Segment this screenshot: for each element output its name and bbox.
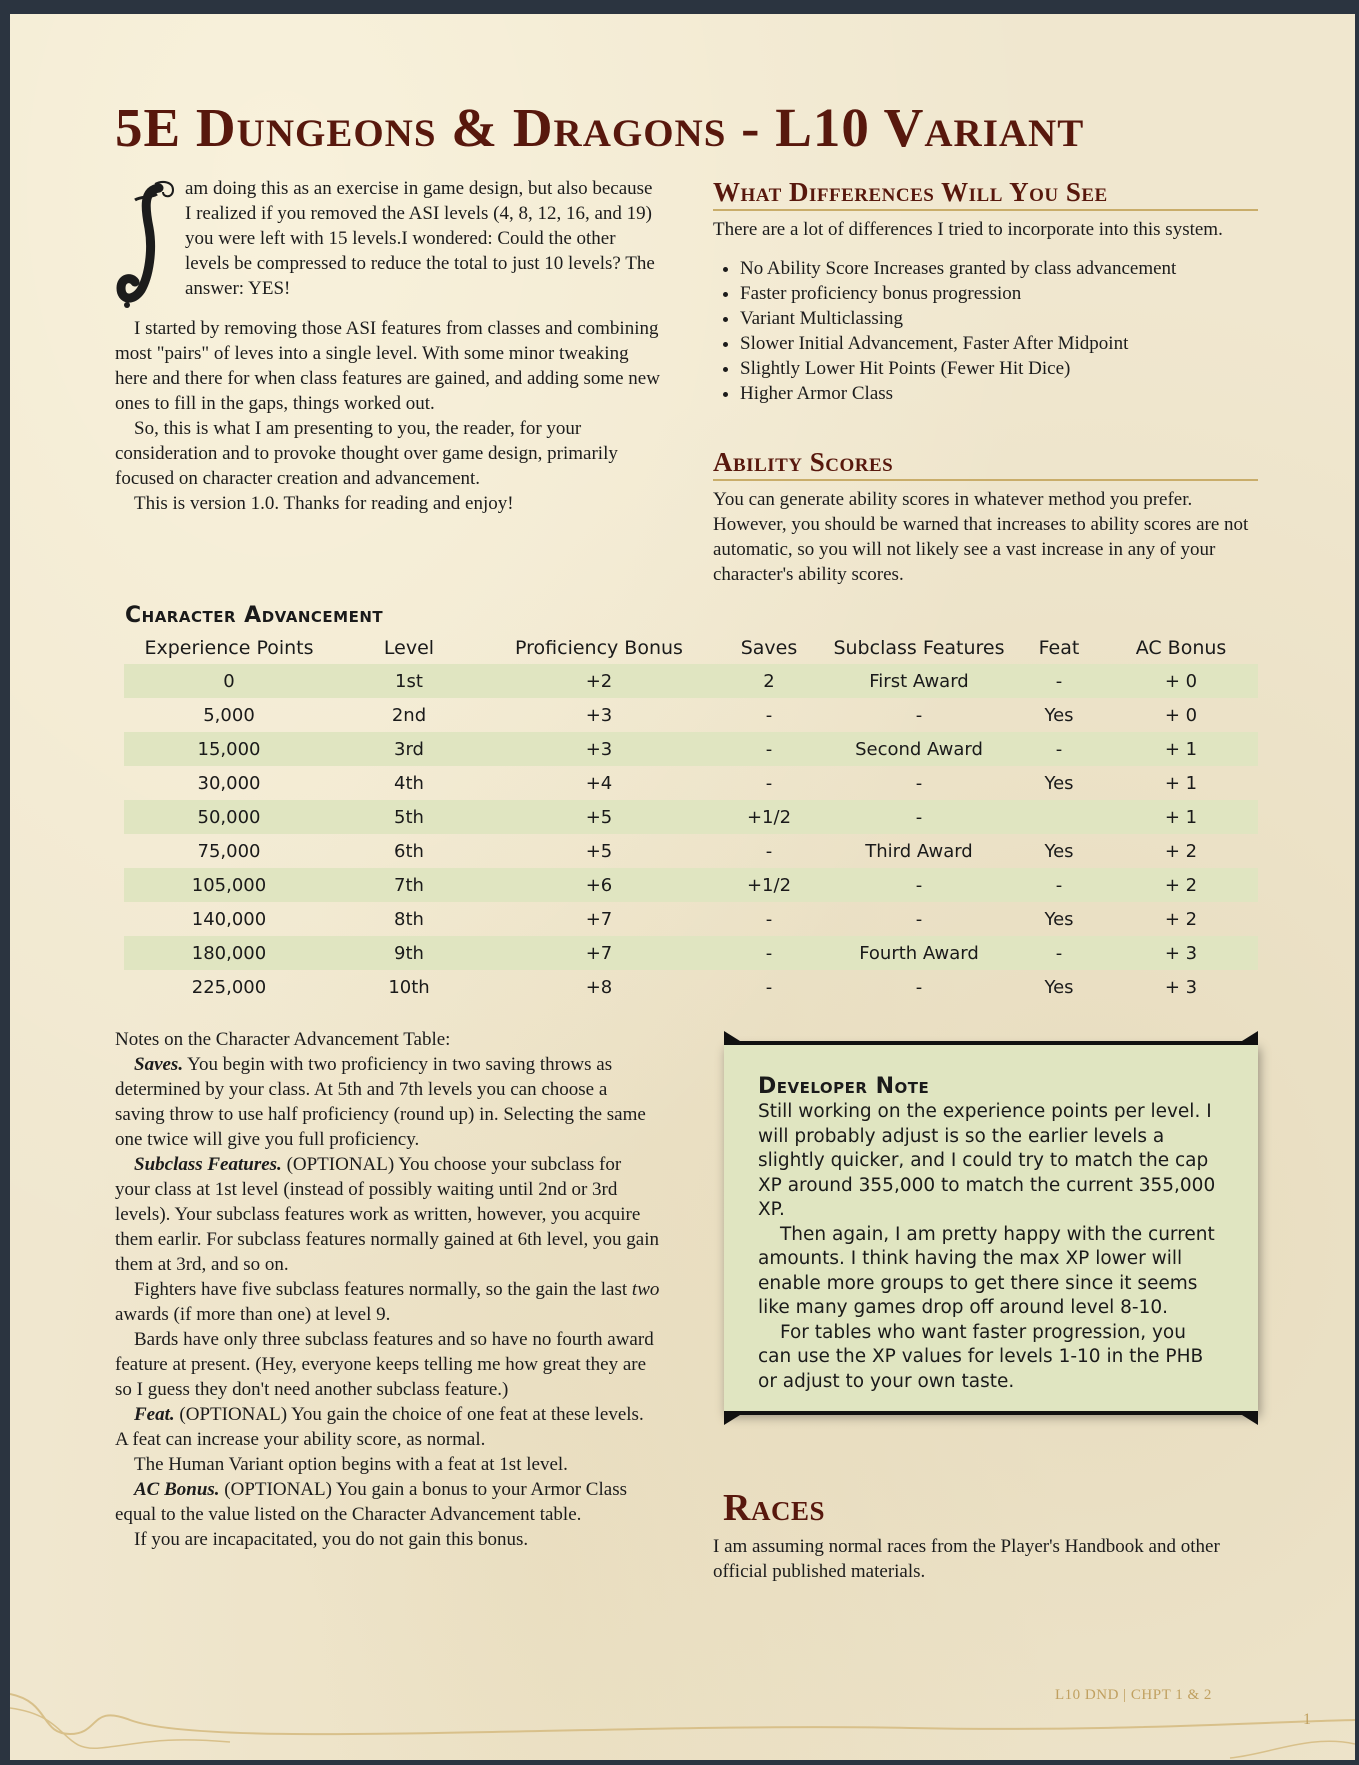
page-title: 5E Dungeons & Dragons - L10 Variant: [115, 97, 1085, 158]
table-cell: 225,000: [191, 976, 267, 998]
notes-feat: [115, 1402, 660, 1452]
table-row: [124, 834, 1258, 868]
note-box-top-bar: [724, 1041, 1258, 1045]
races-heading: Races: [723, 1487, 825, 1529]
feat-label: Feat.: [134, 1404, 175, 1425]
table-cell: +6: [585, 874, 613, 896]
table-cell: + 0: [1164, 670, 1198, 692]
table-cell: -: [765, 976, 773, 998]
intro-first-paragraph: am doing this as an exercise in game design, but also because I realized if you removed the ASI levels (4, 8, 12, 16, and 19) you were left with 15 levels.I wondered: Could the other levels be compressed to reduce the total to just 10 levels? The answer: YES!: [185, 178, 655, 299]
table-cell: First Award: [869, 670, 969, 692]
table-cell: -: [915, 772, 923, 794]
list-item: • No Ability Score Increases granted by class advancement: [740, 256, 1258, 281]
ac-label: AC Bonus.: [134, 1479, 220, 1500]
table-cell: Yes: [1044, 840, 1074, 862]
saves-label: Saves.: [134, 1054, 184, 1075]
table-cell: -: [915, 908, 923, 930]
dropcap-i-ornament: [115, 178, 177, 314]
intro-paragraph: I started by removing those ASI features from classes and combining most "pairs" of leves into a single level. With some minor tweaking here and there for when class features are gained, and adding some new ones to fill in the gaps, things worked out.: [115, 318, 660, 414]
table-cell: 2: [763, 670, 775, 692]
table-cell: 1st: [395, 670, 423, 692]
table-cell: +1/2: [746, 806, 792, 828]
races-section: [713, 1534, 1258, 1584]
table-cell: +7: [585, 908, 613, 930]
table-cell: 75,000: [197, 840, 261, 862]
table-cell: 15,000: [197, 738, 261, 760]
table-header-row: [124, 632, 1258, 664]
notes-incapacitated: If you are incapacitated, you do not gain this bonus.: [134, 1529, 529, 1550]
advancement-heading: Character Advancement: [125, 603, 384, 628]
table-cell: -: [915, 976, 923, 998]
table-row: [124, 868, 1258, 902]
ability-scores-text: You can generate ability scores in whatever method you prefer. However, you should be warned that increases to ability scores are not automatic, so you will not likely see a vast increase in any of your character's ability scores.: [713, 489, 1249, 585]
table-cell: +8: [585, 976, 613, 998]
table-cell: 140,000: [191, 908, 267, 930]
table-cell: Yes: [1044, 772, 1074, 794]
list-item: • Slightly Lower Hit Points (Fewer Hit Dice): [740, 356, 1258, 381]
subclass-label: Subclass Features.: [134, 1154, 282, 1175]
notes-saves: [115, 1052, 660, 1152]
table-cell: +5: [585, 840, 613, 862]
column-header: AC Bonus: [1135, 637, 1227, 659]
table-cell: -: [915, 704, 923, 726]
table-row: [124, 664, 1258, 698]
table-row: [124, 902, 1258, 936]
table-cell: +2: [585, 670, 613, 692]
table-cell: + 3: [1164, 976, 1198, 998]
list-item: • Faster proficiency bonus progression: [740, 281, 1258, 306]
table-cell: -: [915, 806, 923, 828]
table-cell: + 2: [1164, 908, 1198, 930]
ac-text: (OPTIONAL) You gain a bonus to your Armor Class equal to the value listed on the Character Advancement table.: [115, 1479, 627, 1525]
notes-bards: Bards have only three subclass features and so have no fourth award feature at present. (Hey, everyone keeps telling me how great they are so I guess they don't need another subclass feature.): [115, 1329, 654, 1400]
note-box-bottom-bar: [724, 1411, 1258, 1415]
page: [10, 14, 1355, 1760]
column-header: Proficiency Bonus: [515, 637, 683, 659]
table-row: [124, 936, 1258, 970]
table-cell: Yes: [1044, 908, 1074, 930]
table-row: [124, 766, 1258, 800]
table-cell: 180,000: [191, 942, 267, 964]
table-cell: 4th: [394, 772, 424, 794]
developer-note-paragraph: Then again, I am pretty happy with the current amounts. I think having the max XP lower will enable more groups to get there since it seems like many games drop off around level 8-10.: [758, 1223, 1215, 1318]
table-cell: 3rd: [394, 738, 424, 760]
table-cell: -: [765, 942, 773, 964]
developer-note-text: [758, 1100, 1224, 1394]
fighters-text: Fighters have five subclass features normally, so the gain the last: [134, 1279, 632, 1300]
table-cell: -: [765, 772, 773, 794]
table-cell: -: [765, 704, 773, 726]
table-cell: -: [765, 840, 773, 862]
table-cell: 0: [223, 670, 235, 692]
saves-text: You begin with two proficiency in two saving throws as determined by your class. At 5th and 7th levels you can choose a saving throw to use half proficiency (round up) in. Selecting the same one twice will give you full proficiency.: [115, 1054, 646, 1150]
table-cell: 30,000: [197, 772, 261, 794]
footer-label: L10 DND | CHPT 1 & 2: [1055, 1687, 1212, 1703]
column-header: Subclass Features: [833, 637, 1005, 659]
intro-paragraph: So, this is what I am presenting to you, the reader, for your consideration and to provoke thought over game design, primarily focused on character creation and advancement.: [115, 418, 618, 489]
intro-paragraph: This is version 1.0. Thanks for reading and enjoy!: [134, 493, 514, 514]
table-cell: Third Award: [865, 840, 973, 862]
column-header: Saves: [740, 637, 798, 659]
column-header: Experience Points: [144, 637, 314, 659]
fighters-text-end: awards (if more than one) at level 9.: [115, 1304, 391, 1325]
developer-note-box: [724, 1045, 1258, 1414]
notes-human: The Human Variant option begins with a feat at 1st level.: [134, 1454, 568, 1475]
advancement-table-body: [124, 664, 1258, 1004]
table-cell: + 0: [1164, 704, 1198, 726]
table-cell: 9th: [394, 942, 424, 964]
table-row: [124, 970, 1258, 1004]
notes-subclass: [115, 1152, 660, 1277]
table-cell: + 1: [1164, 806, 1198, 828]
table-cell: + 3: [1164, 942, 1198, 964]
table-cell: +3: [585, 704, 613, 726]
table-cell: + 2: [1164, 874, 1198, 896]
races-text: I am assuming normal races from the Player's Handbook and other official published materials.: [713, 1536, 1220, 1582]
table-cell: + 2: [1164, 840, 1198, 862]
differences-lead: There are a lot of differences I tried to incorporate into this system.: [713, 219, 1223, 240]
subclass-text: (OPTIONAL) You choose your subclass for your class at 1st level (instead of possibly waiting until 2nd or 3rd levels). Your subclass features work as written, however, you acquire them earlir. For subclass features normally gained at 6th level, you gain them at 3rd, and so on.: [115, 1154, 659, 1275]
table-cell: +3: [585, 738, 613, 760]
table-cell: -: [1055, 738, 1063, 760]
table-cell: 105,000: [191, 874, 267, 896]
column-header: Feat: [1038, 637, 1080, 659]
table-cell: -: [1055, 942, 1063, 964]
ability-scores-section: [713, 446, 1258, 587]
developer-note-heading: Developer Note: [758, 1074, 930, 1099]
ability-scores-heading: Ability Scores: [713, 446, 1258, 481]
feat-text: (OPTIONAL) You gain the choice of one feat at these levels. A feat can increase your ability score, as normal.: [115, 1404, 644, 1450]
table-row: [124, 732, 1258, 766]
notes-intro: Notes on the Character Advancement Table:: [115, 1029, 451, 1050]
table-row: [124, 800, 1258, 834]
table-cell: 6th: [394, 840, 424, 862]
advancement-table: [124, 632, 1258, 1004]
differences-heading: What Differences Will You See: [713, 176, 1258, 211]
table-cell: 2nd: [391, 704, 427, 726]
table-cell: [1014, 800, 1104, 834]
notes-fighters: [115, 1277, 660, 1327]
table-cell: -: [1055, 874, 1063, 896]
column-header: Level: [383, 637, 435, 659]
table-cell: -: [915, 874, 923, 896]
table-cell: + 1: [1164, 738, 1198, 760]
intro-section: [115, 176, 660, 516]
table-cell: 5,000: [203, 704, 255, 726]
table-cell: Yes: [1044, 976, 1074, 998]
table-cell: 8th: [394, 908, 424, 930]
developer-note-paragraph: For tables who want faster progression, you can use the XP values for levels 1-10 in the PHB or adjust to your own taste.: [758, 1321, 1204, 1392]
table-row: [124, 698, 1258, 732]
table-cell: Second Award: [855, 738, 983, 760]
page-number: 1: [1303, 1711, 1311, 1728]
list-item: • Higher Armor Class: [740, 381, 1258, 406]
table-cell: +7: [585, 942, 613, 964]
developer-note-paragraph: Still working on the experience points per level. I will probably adjust is so the earlier levels a slightly quicker, and I could try to match the cap XP around 355,000 to match the current 355,000 XP.: [758, 1101, 1216, 1220]
table-cell: 7th: [394, 874, 424, 896]
table-cell: 10th: [388, 976, 430, 998]
table-cell: Fourth Award: [859, 942, 979, 964]
list-item: • Slower Initial Advancement, Faster After Midpoint: [740, 331, 1258, 356]
notes-ac: [115, 1477, 660, 1527]
table-cell: -: [1055, 670, 1063, 692]
differences-list: [713, 256, 1258, 406]
list-item: • Variant Multiclassing: [740, 306, 1258, 331]
table-cell: +5: [585, 806, 613, 828]
table-cell: 5th: [394, 806, 424, 828]
table-cell: +4: [585, 772, 613, 794]
table-cell: -: [765, 908, 773, 930]
table-cell: -: [765, 738, 773, 760]
table-cell: Yes: [1044, 704, 1074, 726]
table-cell: + 1: [1164, 772, 1198, 794]
advancement-notes: [115, 1027, 660, 1552]
table-cell: +1/2: [746, 874, 792, 896]
table-cell: 50,000: [197, 806, 261, 828]
fighters-emphasis: two: [631, 1279, 660, 1300]
differences-section: [713, 176, 1258, 406]
